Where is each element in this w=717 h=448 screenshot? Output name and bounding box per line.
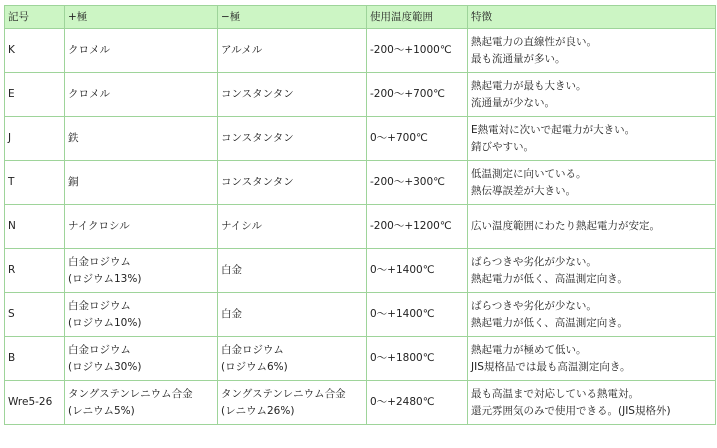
symbol-cell: N [5, 205, 65, 249]
positive-pole-cell [65, 161, 218, 205]
negative-pole-cell [218, 205, 367, 249]
feature-line: 熱起電力が低く、高温測定向き。 [471, 316, 628, 329]
temperature-range-cell: -200～+300℃ [367, 161, 468, 205]
temperature-range-cell: -200～+700℃ [367, 73, 468, 117]
feature-line: 広い温度範囲にわたり熱起電力が安定。 [471, 220, 660, 232]
negative-pole-cell [218, 337, 367, 381]
table-row [5, 337, 716, 381]
symbol-cell: E [5, 73, 65, 117]
negative-pole-cell [218, 293, 367, 337]
table-row [5, 73, 716, 117]
table-header [5, 6, 716, 29]
table-row [5, 161, 716, 205]
symbol-cell: R [5, 249, 65, 293]
negative-pole-line: 白金 [221, 308, 242, 320]
symbol-cell: T [5, 161, 65, 205]
features-cell [468, 293, 716, 337]
temperature-range-cell: 0～+2480℃ [367, 381, 468, 425]
feature-line: 熱起電力が極めて低い。 [471, 343, 587, 356]
positive-pole-cell [65, 29, 218, 73]
header-negative-pole: −極 [218, 6, 367, 29]
positive-pole-line: 鉄 [68, 132, 79, 144]
header-symbol: 記号 [5, 6, 65, 29]
symbol-cell: B [5, 337, 65, 381]
negative-pole-line: 白金 [221, 264, 242, 276]
table-row [5, 205, 716, 249]
negative-pole-line: (レニウム26%) [221, 404, 295, 417]
table-body [5, 29, 716, 425]
negative-pole-cell [218, 73, 367, 117]
negative-pole-line: コンスタンタン [221, 88, 294, 100]
feature-line: 熱伝導誤差が大きい。 [471, 184, 576, 197]
positive-pole-line: (ロジウム10%) [68, 316, 142, 329]
table-row [5, 381, 716, 425]
thermocouple-table [4, 5, 716, 425]
negative-pole-cell [218, 117, 367, 161]
symbol-cell: K [5, 29, 65, 73]
positive-pole-line: 白金ロジウム [68, 299, 131, 312]
feature-line: 流通量が少ない。 [471, 96, 555, 109]
feature-line: ばらつきや劣化が少ない。 [471, 299, 597, 312]
positive-pole-line: ナイクロシル [68, 220, 130, 232]
features-cell [468, 249, 716, 293]
temperature-range-cell: 0～+1400℃ [367, 293, 468, 337]
positive-pole-line: (ロジウム13%) [68, 272, 142, 285]
negative-pole-line: タングステンレニウム合金 [221, 387, 346, 400]
negative-pole-line: コンスタンタン [221, 176, 294, 188]
positive-pole-line: 白金ロジウム [68, 255, 131, 268]
table-row [5, 293, 716, 337]
table-row [5, 29, 716, 73]
features-cell [468, 117, 716, 161]
positive-pole-cell [65, 293, 218, 337]
feature-line: E熱電対に次いで起電力が大きい。 [471, 123, 636, 136]
features-cell [468, 29, 716, 73]
header-positive-pole: +極 [65, 6, 218, 29]
temperature-range-cell: -200～+1000℃ [367, 29, 468, 73]
negative-pole-line: アルメル [221, 44, 263, 56]
positive-pole-line: タングステンレニウム合金 [68, 387, 193, 400]
features-cell [468, 337, 716, 381]
feature-line: 還元雰囲気のみで使用できる。(JIS規格外) [471, 404, 671, 417]
positive-pole-line: (ロジウム30%) [68, 360, 142, 373]
positive-pole-cell [65, 381, 218, 425]
table-row [5, 117, 716, 161]
features-cell [468, 381, 716, 425]
feature-line: 熱起電力が低く、高温測定向き。 [471, 272, 628, 285]
positive-pole-cell [65, 73, 218, 117]
positive-pole-line: (レニウム5%) [68, 404, 135, 417]
table-row [5, 249, 716, 293]
features-cell [468, 161, 716, 205]
header-features: 特徴 [468, 6, 716, 29]
feature-line: 低温測定に向いている。 [471, 167, 587, 180]
header-row [5, 6, 716, 29]
feature-line: 最も高温まで対応している熱電対。 [471, 387, 639, 400]
negative-pole-cell [218, 381, 367, 425]
negative-pole-cell [218, 29, 367, 73]
features-cell [468, 73, 716, 117]
feature-line: 最も流通量が多い。 [471, 52, 566, 65]
negative-pole-line: 白金ロジウム [221, 343, 284, 356]
negative-pole-line: ナイシル [221, 220, 263, 232]
feature-line: 熱起電力の直線性が良い。 [471, 35, 597, 48]
symbol-cell: S [5, 293, 65, 337]
positive-pole-line: 白金ロジウム [68, 343, 131, 356]
feature-line: JIS規格品では最も高温測定向き。 [471, 360, 631, 373]
positive-pole-cell [65, 205, 218, 249]
positive-pole-cell [65, 337, 218, 381]
symbol-cell: Wre5-26 [5, 381, 65, 425]
symbol-cell: J [5, 117, 65, 161]
negative-pole-line: (ロジウム6%) [221, 360, 288, 373]
positive-pole-cell [65, 249, 218, 293]
positive-pole-cell [65, 117, 218, 161]
negative-pole-cell [218, 249, 367, 293]
feature-line: ばらつきや劣化が少ない。 [471, 255, 597, 268]
negative-pole-cell [218, 161, 367, 205]
feature-line: 錆びやすい。 [471, 140, 534, 153]
temperature-range-cell: 0～+700℃ [367, 117, 468, 161]
temperature-range-cell: -200～+1200℃ [367, 205, 468, 249]
positive-pole-line: クロメル [68, 88, 110, 100]
temperature-range-cell: 0～+1400℃ [367, 249, 468, 293]
positive-pole-line: 銅 [68, 176, 79, 188]
features-cell [468, 205, 716, 249]
temperature-range-cell: 0～+1800℃ [367, 337, 468, 381]
feature-line: 熱起電力が最も大きい。 [471, 79, 587, 92]
header-temperature-range: 使用温度範囲 [367, 6, 468, 29]
positive-pole-line: クロメル [68, 44, 110, 56]
negative-pole-line: コンスタンタン [221, 132, 294, 144]
